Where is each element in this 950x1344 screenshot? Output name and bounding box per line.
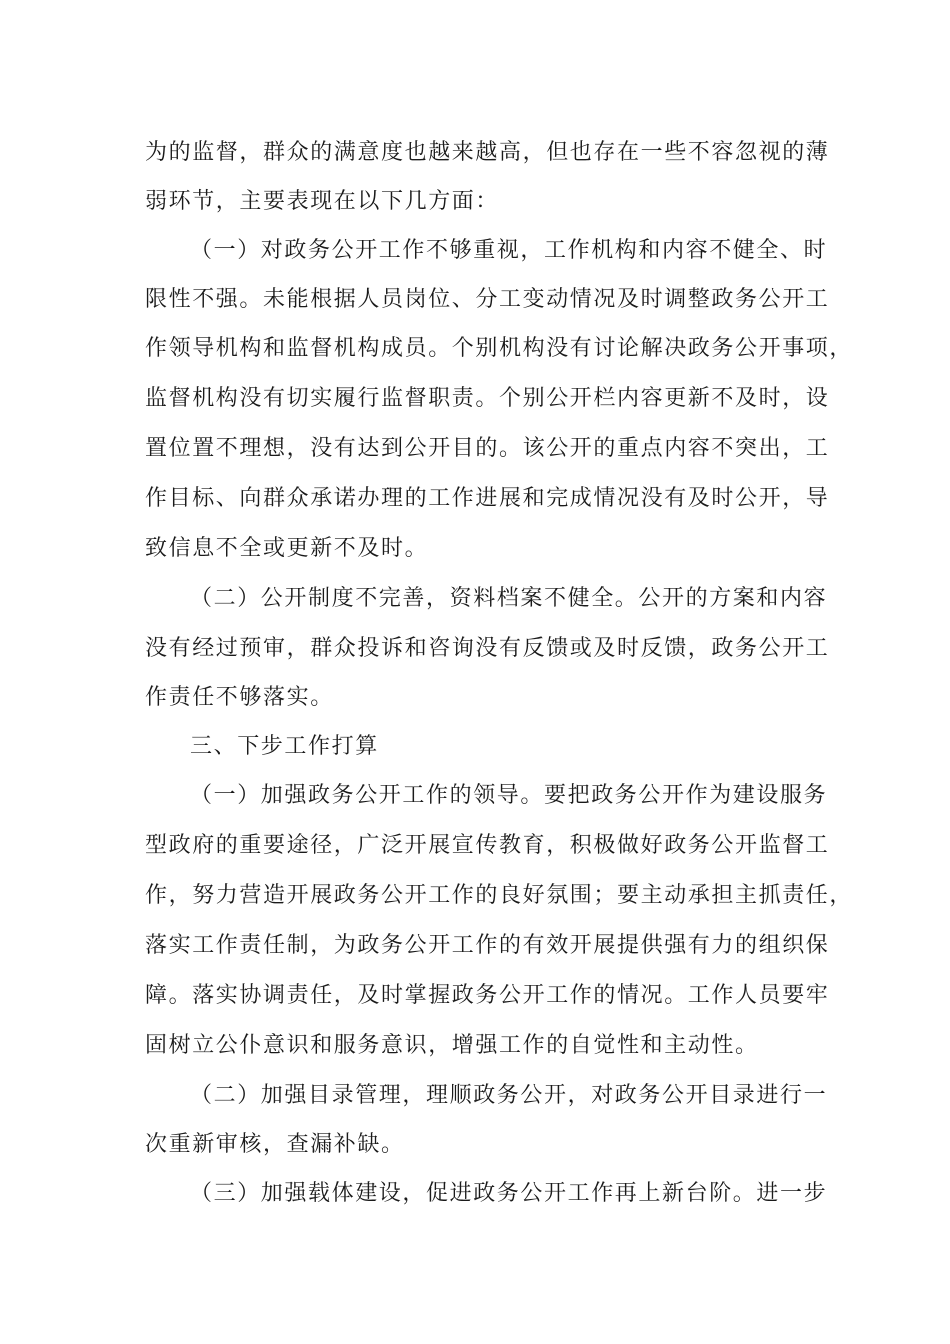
section-heading: 三、下步工作打算: [190, 734, 379, 759]
paragraph-start-line: （二）公开制度不完善，资料档案不健全。公开的方案和内容: [190, 586, 828, 611]
text-line: 为的监督，群众的满意度也越来越高，但也存在一些不容忽视的薄: [145, 140, 830, 165]
text-line: 落实工作责任制，为政务公开工作的有效开展提供强有力的组织保: [145, 933, 830, 958]
paragraph-start-line: （一）对政务公开工作不够重视，工作机构和内容不健全、时: [190, 238, 828, 263]
paragraph-start-line: （二）加强目录管理，理顺政务公开，对政务公开目录进行一: [190, 1083, 828, 1108]
text-line: 没有经过预审，群众投诉和咨询没有反馈或及时反馈，政务公开工: [145, 636, 830, 661]
text-line: 致信息不全或更新不及时。: [145, 536, 429, 561]
text-line: 作目标、向群众承诺办理的工作进展和完成情况没有及时公开，导: [145, 486, 830, 511]
text-line: 限性不强。未能根据人员岗位、分工变动情况及时调整政务公开工: [145, 287, 830, 312]
text-line: 次重新审核，查漏补缺。: [145, 1132, 405, 1157]
text-line: 固树立公仆意识和服务意识，增强工作的自觉性和主动性。: [145, 1033, 759, 1058]
paragraph-start-line: （一）加强政务公开工作的领导。要把政务公开作为建设服务: [190, 783, 828, 808]
text-line: 作，努力营造开展政务公开工作的良好氛围；要主动承担主抓责任，: [145, 883, 854, 908]
text-line: 作责任不够落实。: [145, 685, 334, 710]
text-line: 弱环节，主要表现在以下几方面：: [145, 189, 500, 214]
text-line: 监督机构没有切实履行监督职责。个别公开栏内容更新不及时，设: [145, 386, 830, 411]
text-line: 置位置不理想，没有达到公开目的。该公开的重点内容不突出，工: [145, 436, 830, 461]
text-line: 型政府的重要途径，广泛开展宣传教育，积极做好政务公开监督工: [145, 833, 830, 858]
paragraph-start-line: （三）加强载体建设，促进政务公开工作再上新台阶。进一步: [190, 1181, 828, 1206]
text-line: 作领导机构和监督机构成员。个别机构没有讨论解决政务公开事项，: [145, 336, 854, 361]
text-line: 障。落实协调责任，及时掌握政务公开工作的情况。工作人员要牢: [145, 983, 830, 1008]
